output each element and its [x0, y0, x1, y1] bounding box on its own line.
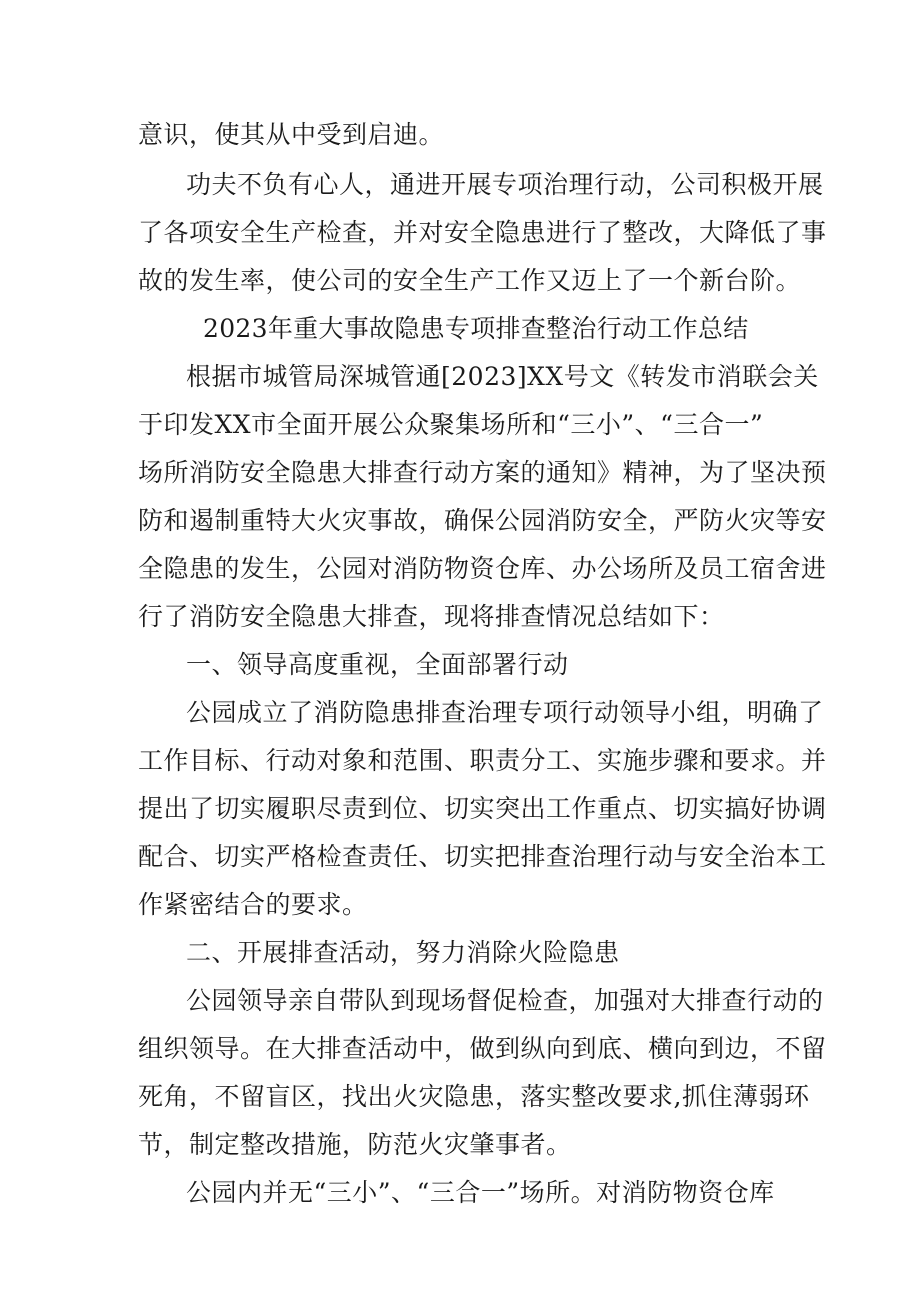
text-line: 节，制定整改措施，防范火灾肇事者。	[138, 1130, 572, 1159]
text-line: 场所消防安全隐患大排查行动方案的通知》精神，为了坚决预	[138, 458, 827, 487]
text-line: 全隐患的发生，公园对消防物资仓库、办公场所及员工宿舍进	[138, 554, 827, 583]
text-line: 死角，不留盲区，找出火灾隐患，落实整改要求,抓住薄弱环	[138, 1082, 810, 1111]
paragraph-start-line: 根据市城管局深城管通[2023]XX号文《转发市消联会关	[186, 362, 819, 391]
section-heading-2: 二、开展排查活动，努力消除火险隐患	[186, 938, 620, 967]
paragraph-start-line: 公园成立了消防隐患排查治理专项行动领导小组，明确了	[186, 698, 824, 727]
text-line: 行了消防安全隐患大排查，现将排查情况总结如下：	[138, 602, 725, 631]
paragraph-start-line: 功夫不负有心人，通进开展专项治理行动，公司积极开展	[186, 170, 824, 199]
text-line: 作紧密结合的要求。	[138, 890, 368, 919]
text-line: 配合、切实严格检查责任、切实把排查治理行动与安全治本工	[138, 842, 827, 871]
text-line: 意识，使其从中受到启迪。	[138, 120, 445, 149]
section-heading-1: 一、领导高度重视，全面部署行动	[186, 650, 569, 679]
paragraph-start-line: 公园内并无“三小”、“三合一”场所。对消防物资仓库	[186, 1178, 775, 1207]
text-line: 于印发XX市全面开展公众聚集场所和“三小”、“三合一”	[138, 410, 764, 439]
text-line: 故的发生率，使公司的安全生产工作又迈上了一个新台阶。	[138, 266, 802, 295]
document-title: 2023年重大事故隐患专项排查整治行动工作总结	[203, 314, 749, 343]
text-line: 工作目标、行动对象和范围、职责分工、实施步骤和要求。并	[138, 746, 827, 775]
text-line: 防和遏制重特大火灾事故，确保公园消防安全，严防火灾等安	[138, 506, 827, 535]
text-line: 提出了切实履职尽责到位、切实突出工作重点、切实搞好协调	[138, 794, 827, 823]
text-line: 组织领导。在大排查活动中，做到纵向到底、横向到边，不留	[138, 1034, 827, 1063]
paragraph-start-line: 公园领导亲自带队到现场督促检查，加强对大排查行动的	[186, 986, 824, 1015]
text-line: 了各项安全生产检查，并对安全隐患进行了整改，大降低了事	[138, 218, 827, 247]
